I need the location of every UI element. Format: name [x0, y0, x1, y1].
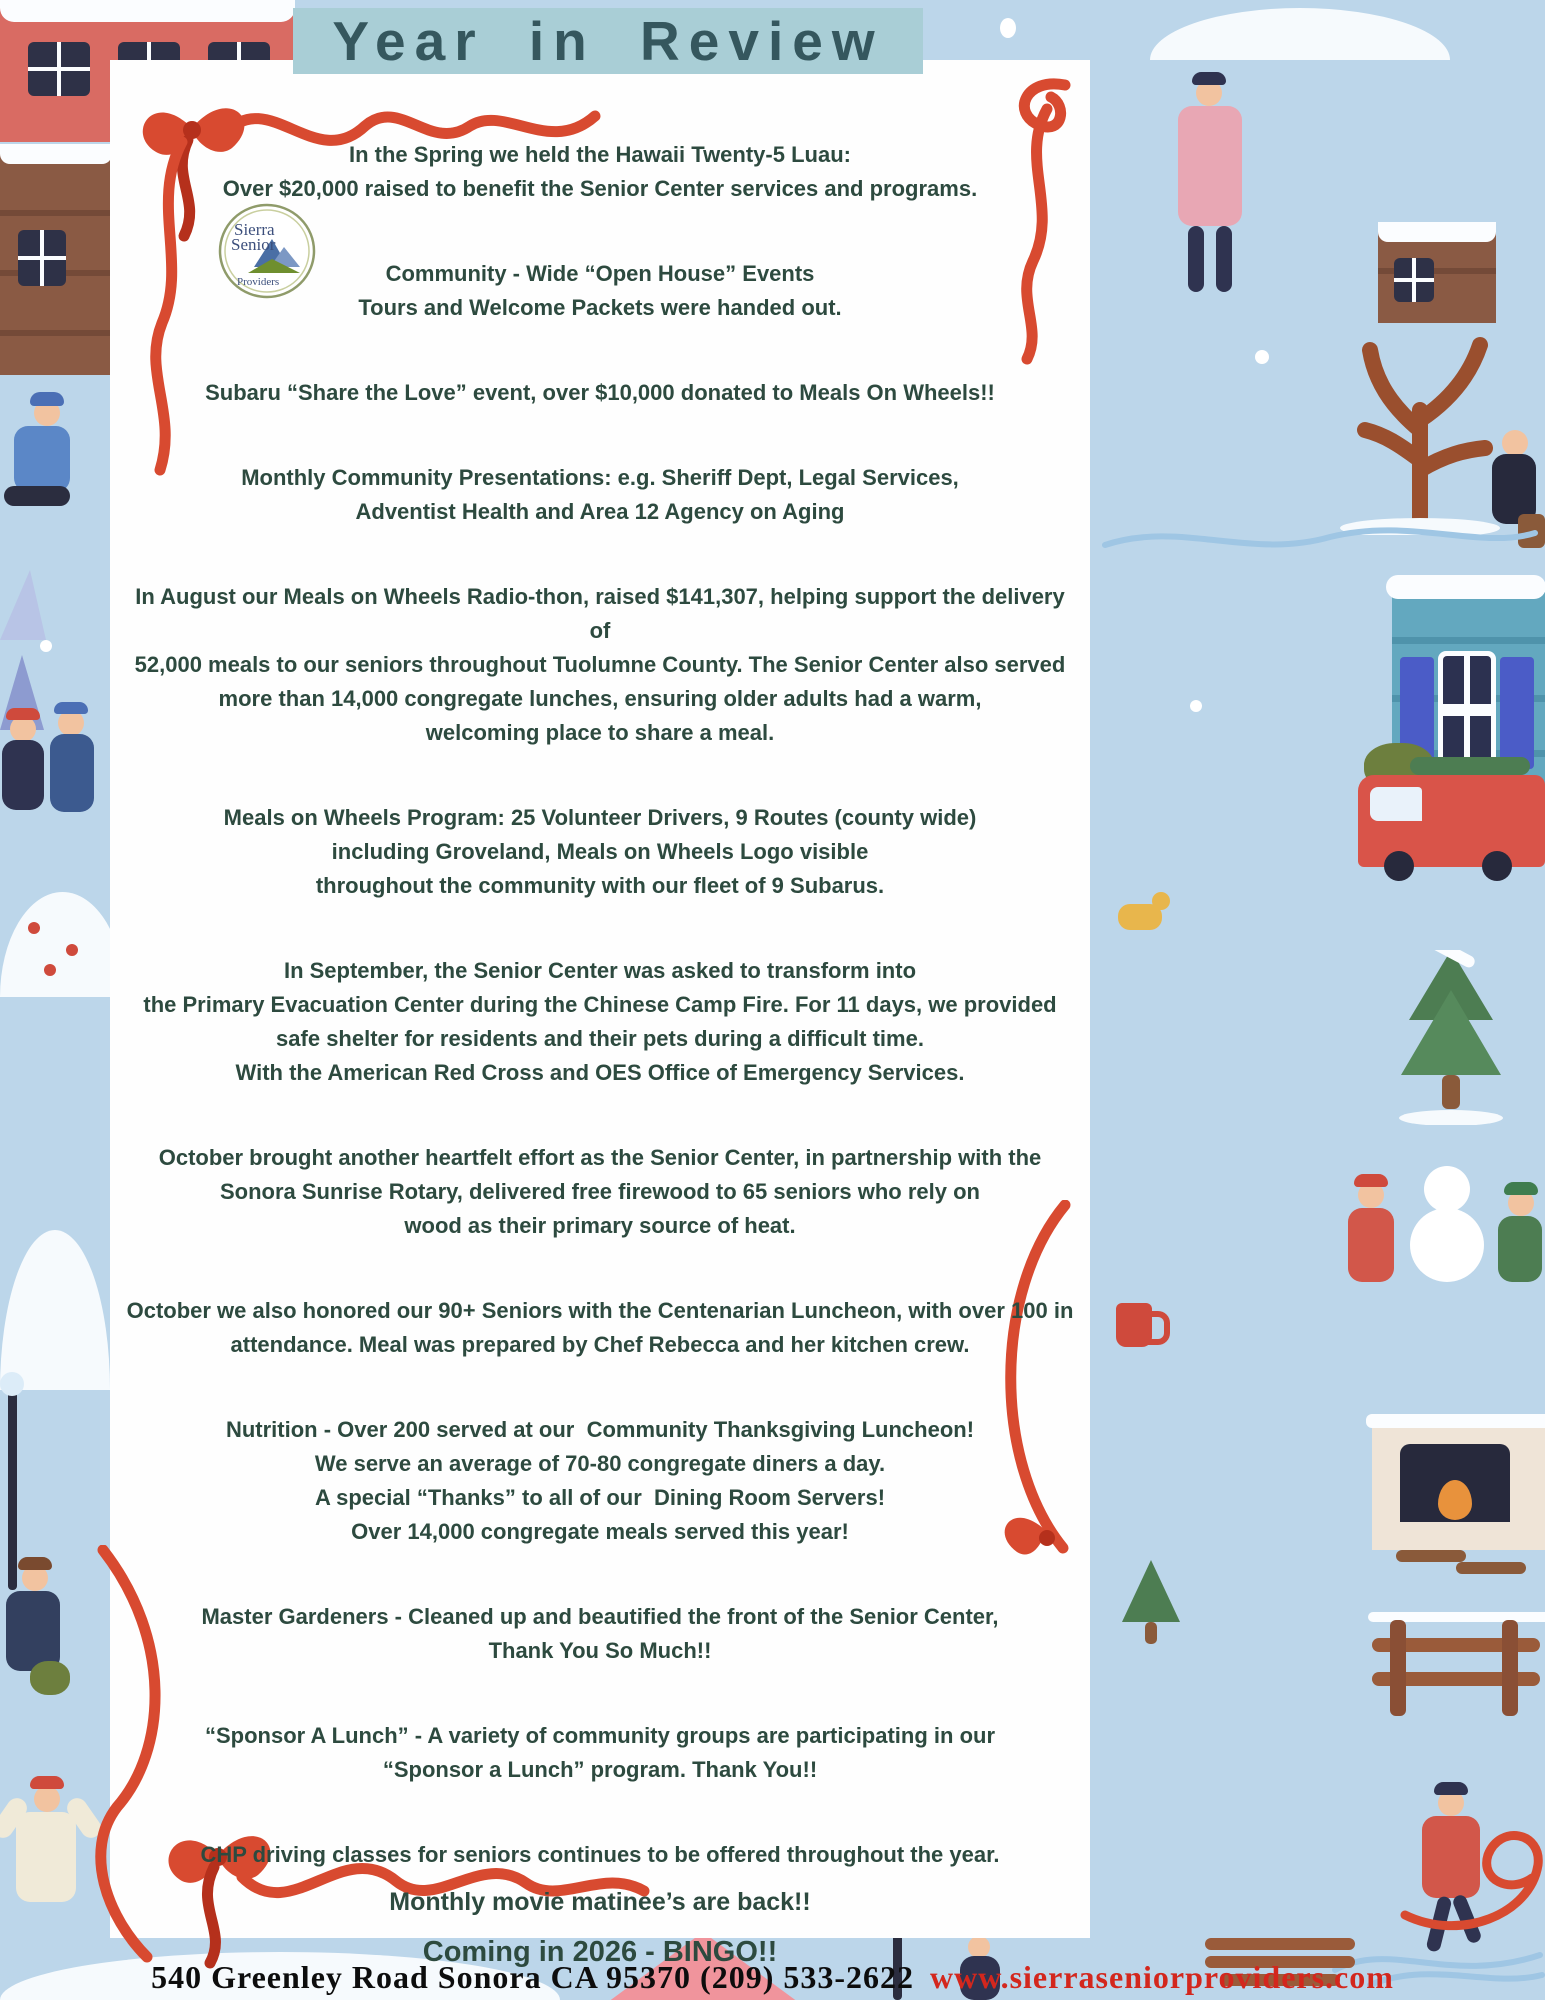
- paragraph-line: “Sponsor A Lunch” - A variety of community groups are participating in our: [204, 1723, 996, 1748]
- paragraph-line: With the American Red Cross and OES Office of Emergency Services.: [235, 1060, 965, 1085]
- paragraph-line: Tours and Welcome Packets were handed out.: [358, 295, 842, 320]
- paragraph-line: Monthly Community Presentations: e.g. Sheriff Dept, Legal Services,: [241, 465, 959, 490]
- lamppost-illustration: [8, 1390, 17, 1590]
- carolers-group-illustration: [0, 710, 110, 840]
- snow-dot: [1190, 700, 1202, 712]
- page-title: Year in Review: [332, 10, 884, 72]
- title-banner: [293, 8, 923, 74]
- blue-house-illustration: [1392, 585, 1545, 785]
- red-mug-illustration: [1116, 1295, 1164, 1353]
- snow-dot: [1000, 18, 1016, 38]
- small-cabin-illustration: [1378, 228, 1496, 323]
- paragraph: [125, 461, 1075, 529]
- paragraph-line: Over $20,000 raised to benefit the Senior Center services and programs.: [222, 176, 978, 201]
- paragraph-line: the Primary Evacuation Center during the Chinese Camp Fire. For 11 days, we provided: [143, 992, 1057, 1017]
- running-person-illustration: [0, 400, 90, 535]
- paragraph: [125, 1838, 1075, 1872]
- paragraph-line: attendance. Meal was prepared by Chef Rebecca and her kitchen crew.: [230, 1332, 970, 1357]
- paragraph-line: CHP driving classes for seniors continues to be offered throughout the year.: [200, 1842, 1000, 1867]
- snow-mound-left: [0, 1230, 110, 1390]
- paragraph: [125, 954, 1075, 1090]
- paragraph-line: Monthly movie matinee’s are back!!: [389, 1888, 811, 1916]
- paragraph-line: Nutrition - Over 200 served at our Community Thanksgiving Luncheon!: [225, 1417, 975, 1442]
- paragraph-line: Adventist Health and Area 12 Agency on Aging: [355, 499, 845, 524]
- paragraph-line: Over 14,000 congregate meals served this year!: [351, 1519, 849, 1544]
- paragraph-line: Sonora Sunrise Rotary, delivered free firewood to 65 seniors who rely on: [219, 1179, 980, 1204]
- paragraph: [125, 1884, 1075, 1920]
- snow-bush-illustration: [0, 892, 125, 997]
- paragraph-line: safe shelter for residents and their pets during a difficult time.: [276, 1026, 924, 1051]
- logo-text: Providers: [237, 276, 280, 288]
- paragraph-line: Thank You So Much!!: [488, 1638, 712, 1663]
- paragraph-line: wood as their primary source of heat.: [404, 1213, 796, 1238]
- fireplace-illustration: [1372, 1422, 1545, 1550]
- paragraph-line: In September, the Senior Center was asked to transform into: [283, 958, 917, 983]
- paragraph-line: We serve an average of 70-80 congregate diners a day.: [314, 1451, 886, 1476]
- paragraph: [125, 376, 1075, 410]
- wooden-fence-illustration: [1372, 1620, 1540, 1716]
- paragraph-line: more than 14,000 congregate lunches, ensuring older adults had a warm,: [218, 686, 982, 711]
- paragraph-line: A special “Thanks” to all of our Dining Room Servers!: [314, 1485, 886, 1510]
- paragraph-line: In August our Meals on Wheels Radio-thon, raised $141,307, helping support the delivery of: [135, 584, 1071, 643]
- snow-dot: [1255, 350, 1269, 364]
- brown-cabin-illustration: [0, 150, 112, 375]
- paragraph-line: October we also honored our 90+ Seniors with the Centenarian Luncheon, with over 100 in: [126, 1298, 1074, 1323]
- ribbon-decoration-bottom-right: [1400, 1820, 1545, 1950]
- paragraph: [125, 1294, 1075, 1362]
- paragraph-line: October brought another heartfelt effort as the Senior Center, in partnership with the: [158, 1145, 1042, 1170]
- paragraph: [125, 580, 1075, 750]
- paragraph: [125, 257, 1075, 325]
- paragraph-line: throughout the community with our fleet of 9 Subarus.: [315, 873, 885, 898]
- paragraph: [125, 1413, 1075, 1549]
- paragraph-line: 52,000 meals to our seniors throughout Tuolumne County. The Senior Center also served: [134, 652, 1066, 677]
- yellow-dog-illustration: [1118, 892, 1170, 934]
- pine-tree-illustration: [1395, 950, 1507, 1125]
- red-van-illustration: [1358, 775, 1545, 867]
- wind-swirl: [1100, 515, 1540, 565]
- snowman-building-illustration: [1340, 1130, 1545, 1320]
- paragraph-line: In the Spring we held the Hawaii Twenty-5 Luau:: [349, 142, 851, 167]
- content-paragraphs: [125, 138, 1075, 2000]
- paragraph: [125, 138, 1075, 206]
- logo-text: Senior: [231, 235, 276, 254]
- bare-tree-illustration: [1330, 320, 1510, 535]
- paragraph-line: Community - Wide “Open House” Events: [385, 261, 815, 286]
- footer-address: 540 Greenley Road Sonora CA 95370 (209) 533-2622: [151, 1959, 915, 1995]
- pink-coat-person-illustration: [1170, 80, 1250, 305]
- footer: [0, 1959, 1545, 1996]
- paragraph-line: welcoming place to share a meal.: [425, 720, 775, 745]
- small-pine-illustration: [1118, 1560, 1184, 1652]
- logo-text: Sierra: [234, 220, 275, 239]
- paragraph: [125, 1719, 1075, 1787]
- paragraph: [125, 801, 1075, 903]
- paragraph-line: Meals on Wheels Program: 25 Volunteer Drivers, 9 Routes (county wide): [223, 805, 977, 830]
- paragraph-line: “Sponsor a Lunch” program. Thank You!!: [382, 1757, 818, 1782]
- paragraph: [125, 1141, 1075, 1243]
- snow-dot: [40, 640, 52, 652]
- footer-website-link[interactable]: www.sierraseniorproviders.com: [930, 1959, 1394, 1995]
- paragraph: [125, 1600, 1075, 1668]
- paragraph-line: Subaru “Share the Love” event, over $10,000 donated to Meals On Wheels!!: [205, 380, 995, 405]
- winter-person-illustration: [0, 1565, 70, 1715]
- paragraph-line: including Groveland, Meals on Wheels Logo visible: [331, 839, 869, 864]
- snow-mound-top-right: [1150, 8, 1450, 60]
- paragraph-line: Coming in 2026 - BINGO!!: [422, 1936, 778, 1968]
- paragraph-line: Master Gardeners - Cleaned up and beautified the front of the Senior Center,: [201, 1604, 999, 1629]
